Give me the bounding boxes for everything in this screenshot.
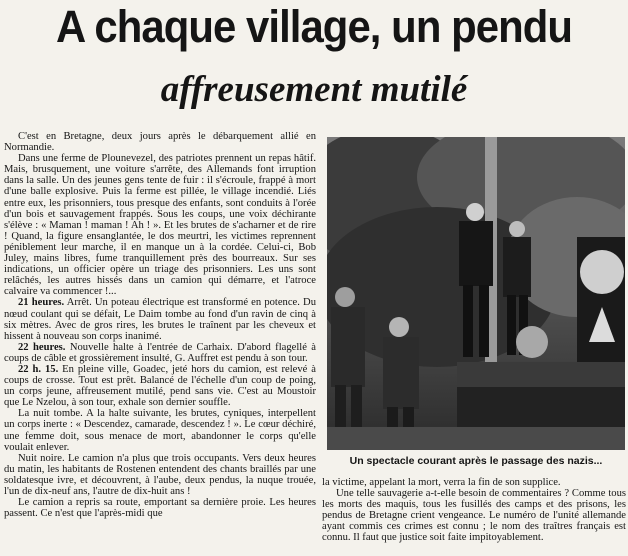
paragraph: Dans une ferme de Plounevezel, des patriotes prennent un repas hâtif. Mais, brusquement, une voiture s'arrête, des Allemands font irruption dans la salle. Un des jeunes gens tente de fuir : il s'écroule, frappé à mort d'une balle explosive. Puis la ferme est pillée, le village incendié. Liés entre eux, les prisonniers, tous presque des enfants, sont conduits à l'orée d'un bois et sauvagement frappés. Sous les coups, une voix déchirante s'élève : « Maman ! maman ! Ah ! ». Et les brutes de s'acharner et de rire ! Quand, la figure ensanglantée, le dos meurtri, les victimes reprennent péniblement leur marche, il en manque un à la cordée. Celui-ci, Bob Juley, mains libres, fume tranquillement près des bourreaux. Sur ses indications, un officier opère un triage des prisonniers. Les uns sont relâchés, les autres hissés dans un camion qui démarre, et l'atroce calvaire va commencer !... <box>4 153 316 298</box>
photo-illustration <box>327 137 625 450</box>
paragraph: 22 h. 15. En pleine ville, Goadec, jeté hors du camion, est relevé à coups de crosse. Tout est prêt. Balancé de l'échelle d'un coup de poing, un corps jeune, affreusement mutilé, pend sans vie. C'est au Moustoir que Le Nzelou, à son tour, exhale son dernier souffle. <box>4 363 316 409</box>
article-left-column <box>4 131 316 519</box>
paragraph: 22 heures. Nouvelle halte à l'entrée de Carhaix. D'abord flagellé à coups de câble et grossièrement insulté, G. Auffret est pendu à son tour. <box>4 341 316 364</box>
paragraph: Nuit noire. Le camion n'a plus que trois occupants. Vers deux heures du matin, les habitants de Rostenen entendent des chants braillés par une soldatesque ivre, et découvrent, à l'aube, deux pendus, la nuque trouée, l'un de dix-neuf ans, l'autre de dix-huit ans ! <box>4 452 316 497</box>
paragraph: 21 heures. Arrêt. Un poteau électrique est transformé en potence. Du nœud coulant qui se défait, Le Daim tombe au fond d'un ravin de cinq à six mètres. Avec de gros rires, les brutes le traînent par les cheveux et hissent à nouveau son corps inanimé. <box>4 297 316 342</box>
paragraph: Le camion a repris sa route, emportant sa dernière proie. Les heures passent. Ce n'est que l'après-midi que <box>4 497 316 520</box>
article-subhead: affreusement mutilé <box>160 69 468 110</box>
photo-caption: Un spectacle courant après le passage des nazis... <box>349 455 603 467</box>
paragraph: Une telle sauvagerie a-t-elle besoin de commentaires ? Comme tous les morts des maquis, tous les fusillés des camps et des prisons, les pendus de Bretagne crient vengeance. Le numéro de l'unité allemande ayant commis ces crimes est connu ; le nom des traîtres français est connu. Il faut que justice soit faite impitoyablement. <box>322 488 626 544</box>
news-photo <box>327 137 625 450</box>
paragraph: La nuit tombe. A la halte suivante, les brutes, cyniques, interpellent un corps inerte : « Descendez, camarade, descendez ! ». Le cœur déchiré, une femme doit, sous menace de mort, abandonner le corps qu'elle voulait enlever. <box>4 408 316 453</box>
article-headline: A chaque village, un pendu <box>55 1 573 52</box>
paragraph: C'est en Bretagne, deux jours après le débarquement allié en Normandie. <box>4 131 316 154</box>
paragraph: la victime, appelant la mort, verra la fin de son supplice. <box>322 477 561 488</box>
article-right-column <box>322 477 626 544</box>
